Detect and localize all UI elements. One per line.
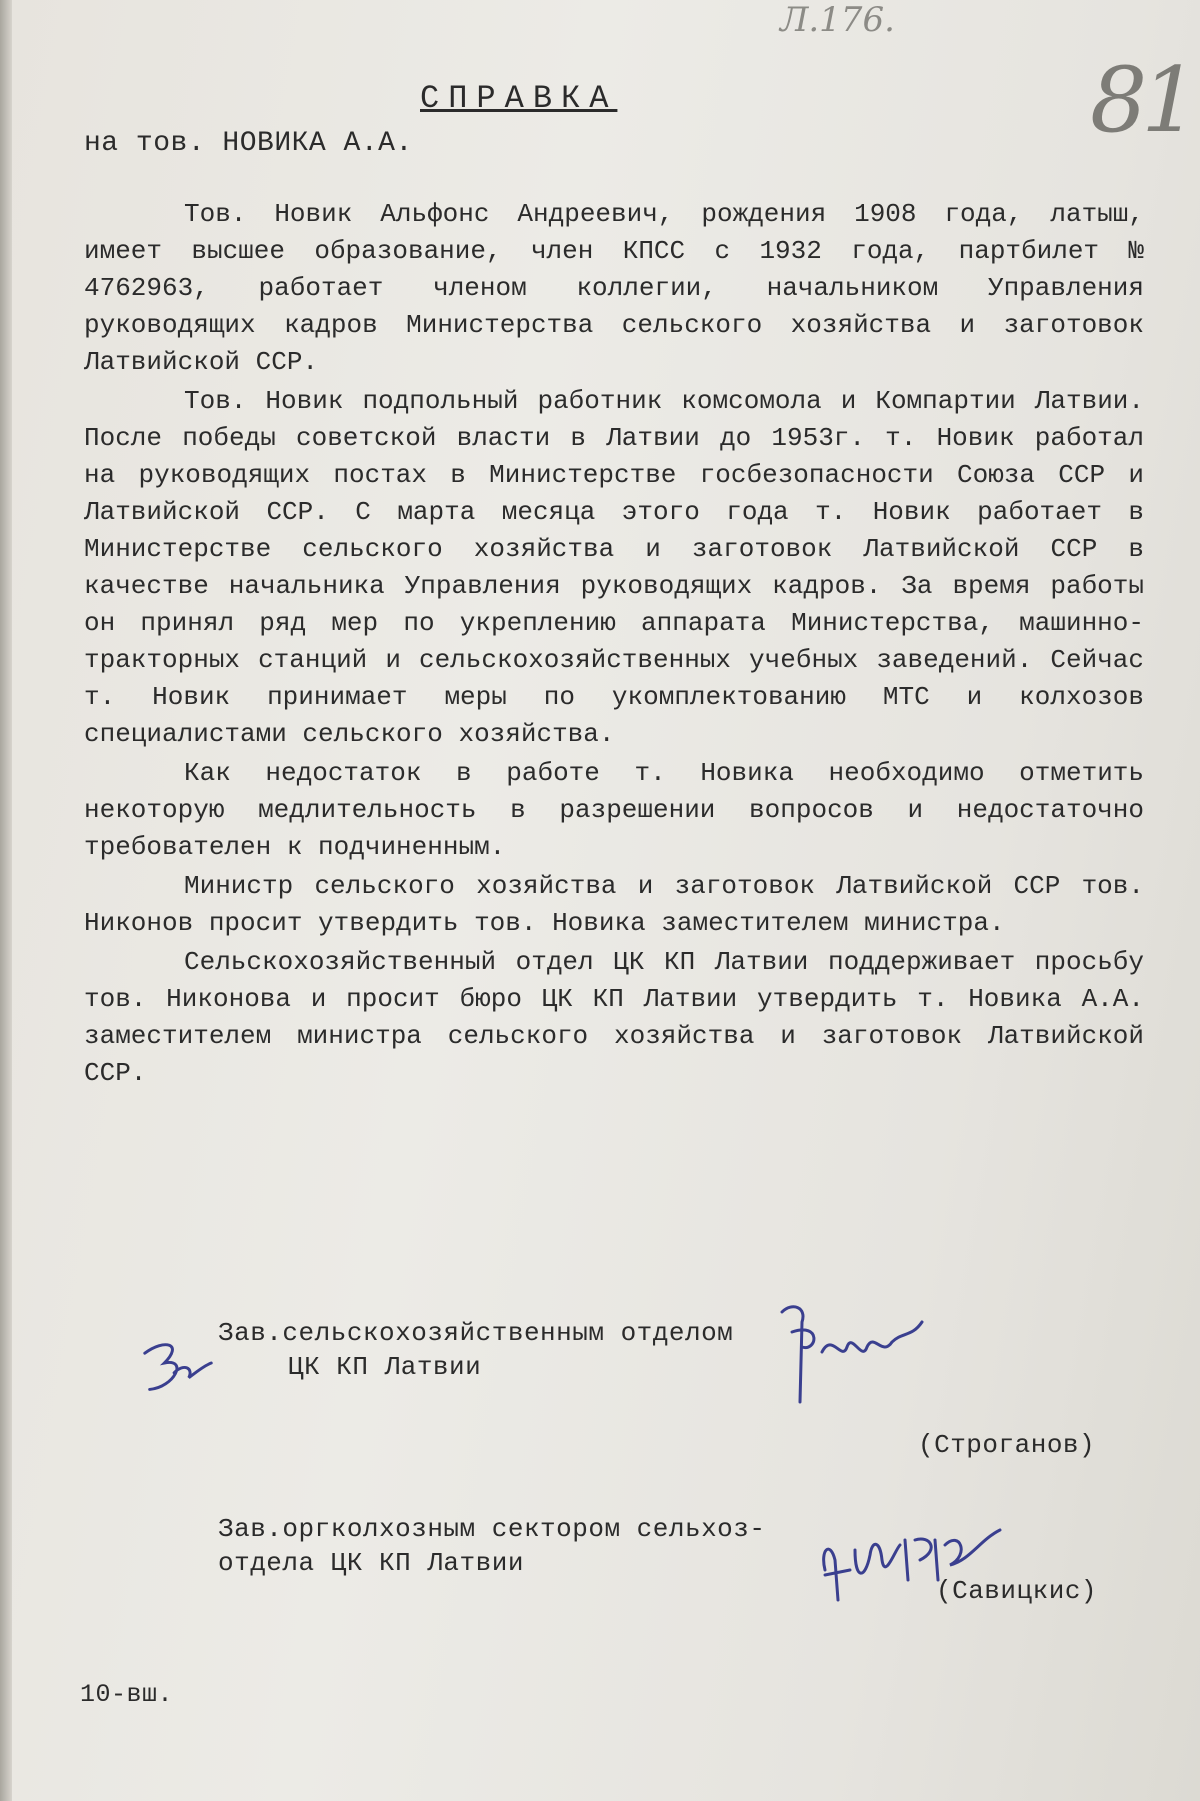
signatory-name-1: (Строганов) <box>918 1430 1096 1460</box>
binding-edge <box>0 0 12 1801</box>
archive-page-mark: Л.176. <box>780 0 895 40</box>
paragraph: Тов. Новик подпольный работник комсомола и Компартии Латвии. После победы советской власти в Латвии до 1953г. т. Новик работал на руководящих постах в Министерстве госбезопасности Союза ССР и Латвийской ССР. С марта месяца этого года т. Новик работает в Министерстве сельского хозяйства и заготовок Латвийской ССР в качестве начальника Управления руководящих кадров. За время работы он принял ряд мер по укреплению аппарата Министерства, машинно-тракторных станций и сельскохозяйственных учебных заведений. Сейчас т. Новик принимает меры по укомплектованию МТС и колхозов специалистами сельского хозяйства. <box>84 386 1144 749</box>
signature-title-2 <box>218 1512 766 1580</box>
paragraph: Министр сельского хозяйства и заготовок Латвийской ССР тов. Никонов просит утвердить тов. Новика заместителем министра. <box>84 871 1144 938</box>
signature-strokes-1 <box>762 1292 942 1412</box>
document-title: СПРАВКА <box>420 80 618 117</box>
handwritten-za-mark <box>135 1318 223 1408</box>
signature-title-line: Зав.оргколхозным сектором сельхоз- <box>218 1514 766 1544</box>
document-subtitle: на тов. НОВИКА А.А. <box>84 128 413 159</box>
signatory-name-2: (Савицкис) <box>936 1576 1098 1606</box>
document-body <box>84 196 1144 1094</box>
signature-title-line: ЦК КП Латвии <box>288 1352 482 1382</box>
signature-title-line: Зав.сельскохозяйственным отделом <box>218 1318 734 1348</box>
paragraph: Сельскохозяйственный отдел ЦК КП Латвии поддерживает просьбу тов. Никонова и просит бюро ЦК КП Латвии утвердить т. Новика А.А. заместителем министра сельского хозяйства и заготовок Латвийской ССР. <box>84 947 1144 1088</box>
signature-title-1 <box>218 1316 733 1384</box>
signature-title-line: отдела ЦК КП Латвии <box>218 1548 524 1578</box>
typist-mark: 10-вш. <box>80 1680 174 1709</box>
paragraph: Как недостаток в работе т. Новика необходимо отметить некоторую медлительность в разрешении вопросов и недостаточно требователен к подчиненным. <box>84 758 1144 862</box>
folio-number: 81 <box>1090 48 1193 153</box>
paragraph: Тов. Новик Альфонс Андреевич, рождения 1908 года, латыш, имеет высшее образование, член КПСС с 1932 года, партбилет № 4762963, работает членом коллегии, начальником Управления руководящих кадров Министерства сельского хозяйства и заготовок Латвийской ССР. <box>84 199 1144 377</box>
